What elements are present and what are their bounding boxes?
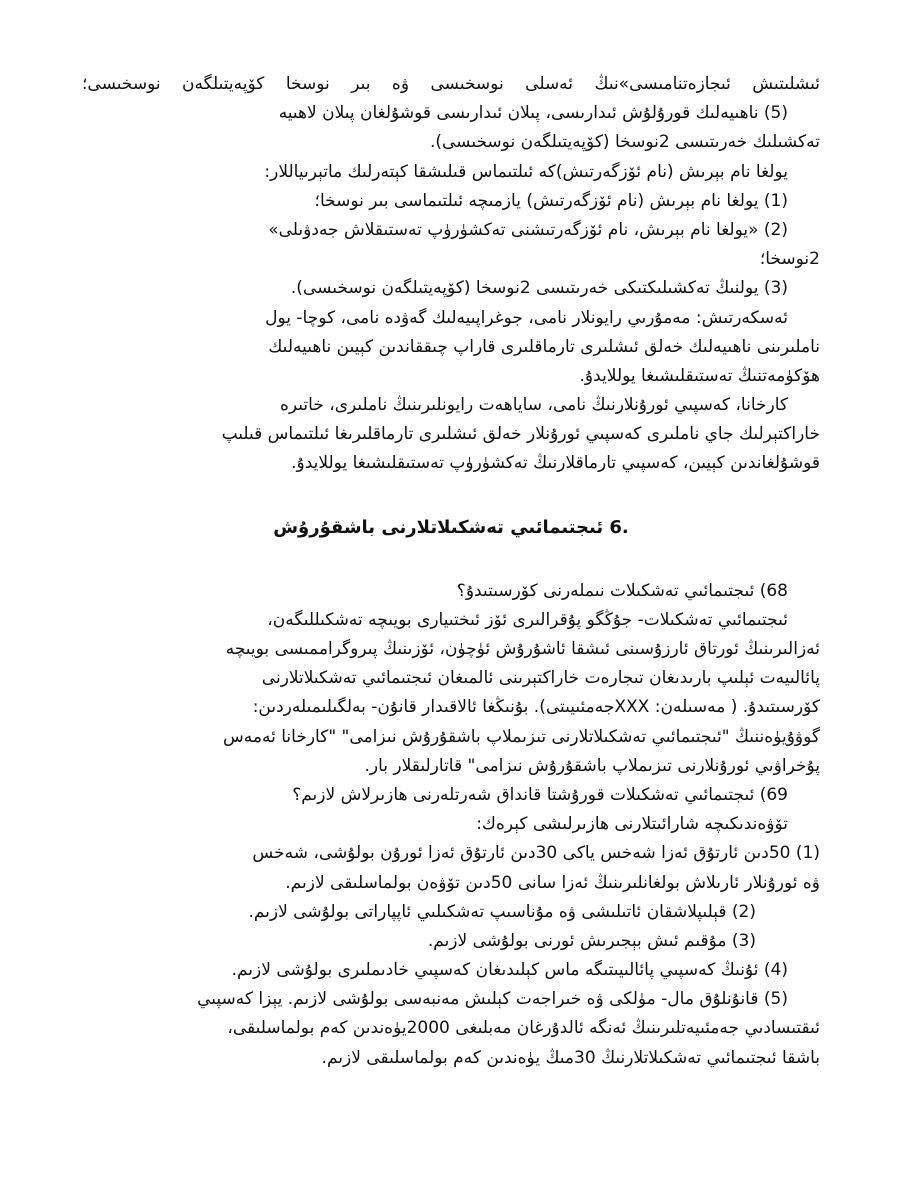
text-line: يولغا نام بېرىش (نام ئۆزگەرتىش)كە ئىلتىماس قىلىشقا كېتەرلىك ماتېرىياللار:: [264, 161, 788, 182]
question-line: 68) ئىجتىمائىي تەشكىلات نىملەرنى كۆرسىتىدۇ؟: [456, 580, 788, 601]
text-line: ئىجتىمائىي تەشكىلات- جۇڭگو پۇقرالىرى ئۆز ئىختىيارى بويىچە تەشكىللىگەن،: [267, 609, 788, 630]
section-heading: [82, 513, 820, 543]
text-line: گوۋۇيۈەننىڭ "ئىجتىمائىي تەشكىلاتلارنى تىزىملاپ باشقۇرۇش نىزامى" "كارخانا ئەمەس: [223, 726, 820, 747]
question-line: 69) ئىجتىمائىي تەشكىلات قورۇشتا قانداق شەرتلەرنى ھازىرلاش لازىم؟: [292, 784, 788, 805]
text-line: ئىشلىتىش ئىجازەتنامىسى»نىڭ ئەسلى نوسخىسى ۋە بىر نوسخا كۆپەيتىلگەن نوسخىسى؛: [82, 74, 820, 94]
list-item-line: (4) ئۇنىڭ كەسپىي پائالىيىتىگە ماس كېلىدىغان كەسپىي خادىملىرى بولۇشى لازىم.: [231, 960, 788, 981]
text-line: ھۆكۈمەتنىڭ تەستىقلىشىغا يوللايدۇ.: [579, 365, 820, 386]
list-item-line: (2) قېلىپلاشقان ئاتىلىشى ۋە مۇناسىپ تەشكىلىي ئاپپاراتى بولۇشى لازىم.: [248, 901, 756, 922]
text-line: 2نوسخا؛: [759, 249, 820, 270]
bottom-text-block: [82, 577, 820, 1073]
text-line: ناملىرىنى ناھىيەلىك خەلق ئىشلىرى تارماقلىرى قاراپ چىققاندىن كېيىن ناھىيەلىك: [268, 336, 820, 357]
list-item-line: (1) 50دىن ئارتۇق ئەزا شەخس ياكى 30دىن ئارتۇق ئەزا ئورۇن بولۇشى، شەخس: [252, 843, 820, 864]
text-line: (5) ناھىيەلىك قورۇلۇش ئىدارىسى، پىلان ئىدارىسى قوشۇلغان پىلان لاھىيە: [278, 103, 788, 124]
text-line: ئەزالىرىنىڭ ئورتاق ئارزۇسىنى ئىشقا ئاشۇرۇش ئۈچۈن، ئۆزىنىڭ پىروگراممىسى بويىچە: [225, 639, 820, 659]
top-text-block: [82, 70, 820, 479]
text-line: باشقا ئىجتىمائىي تەشكىلاتلارنىڭ 30مىڭ يۈەندىن كەم بولماسلىقى لازىم.: [321, 1047, 820, 1068]
text-line: پائالىيەت ئېلىپ بارىدىغان تىجارەت خاراكتېرىنى ئالمىغان ئىجتىمائىي تەشكىلاتلارنى: [261, 668, 820, 689]
text-line: تۆۋەندىكىچە شارائىتلارنى ھازىرلىشى كېرەك:: [476, 814, 788, 835]
text-line: تەكشىلىك خەرىتىسى 2نوسخا (كۆپەيتىلگەن نوسخىسى).: [429, 132, 820, 153]
section-title: ئىجتىمائىي تەشكىلاتلارنى باشقۇرۇش: [273, 516, 604, 538]
text-line: ۋە ئورۇنلار ئارىلاش بولغانلىرىنىڭ ئەزا سانى 50دىن تۆۋەن بولماسلىقى لازىم.: [285, 872, 820, 893]
text-line: كارخانا، كەسپىي ئورۇنلارنىڭ نامى، ساياھەت رايونلىرىنىڭ ناملىرى، خاتىرە: [280, 395, 788, 416]
text-line: كۆرسىتىدۇ. ( مەسىلەن: XXXجەمئىيىتى). بۇنىڭغا ئالاقىدار قانۇن- بەلگىلىمىلەردىن:: [252, 697, 820, 718]
text-line: پۇخراۋىي ئورۇنلارنى تىزىملاپ باشقۇرۇش نىزامى" قاتارلىقلار بار.: [364, 755, 820, 776]
text-line: ئىقتىسادىي جەمئىيەتلىرىنىڭ ئەنگە ئالدۇرغان مەبلىغى 2000يۈەندىن كەم بولماسلىقى،: [227, 1018, 820, 1039]
text-line: ئەسكەرتىش: مەمۇرىي رايونلار نامى، جوغراپىيەلىك گەۋدە نامى، كوچا- يول: [265, 307, 788, 328]
document-page: [82, 70, 820, 1073]
section-number: 6.: [609, 516, 629, 538]
text-line: (3) يولنىڭ تەكشىلىكتىكى خەرىتىسى 2نوسخا (كۆپەيتىلگەن نوسخىسى).: [290, 278, 788, 299]
list-item-line: (3) مۇقىم ئىش بېجىرىش ئورنى بولۇشى لازىم.: [427, 930, 756, 951]
text-line: (2) «يولغا نام بېرىش، نام ئۆزگەرتىشنى تەكشۈرۈپ تەستىقلاش جەدۋىلى»: [268, 219, 788, 240]
text-line: خاراكتېرلىك جاي ناملىرى كەسپىي ئورۇنلار خەلق ئىشلىرى تارماقلىرىغا ئىلتىماس قىلىپ: [221, 424, 820, 445]
text-line: قوشۇلغاندىن كېيىن، كەسپىي تارماقلارنىڭ تەكشۈرۈپ تەستىقلىشىغا يوللايدۇ.: [291, 453, 820, 474]
list-item-line: (5) قانۇنلۇق مال- مۈلكى ۋە خىراجەت كېلىش مەنبەسى بولۇشى لازىم. يېزا كەسپىي: [197, 989, 788, 1010]
text-line: (1) يولغا نام بېرىش (نام ئۆزگەرتىش) يازمىچە ئىلتىماسى بىر نوسخا؛: [314, 190, 788, 211]
